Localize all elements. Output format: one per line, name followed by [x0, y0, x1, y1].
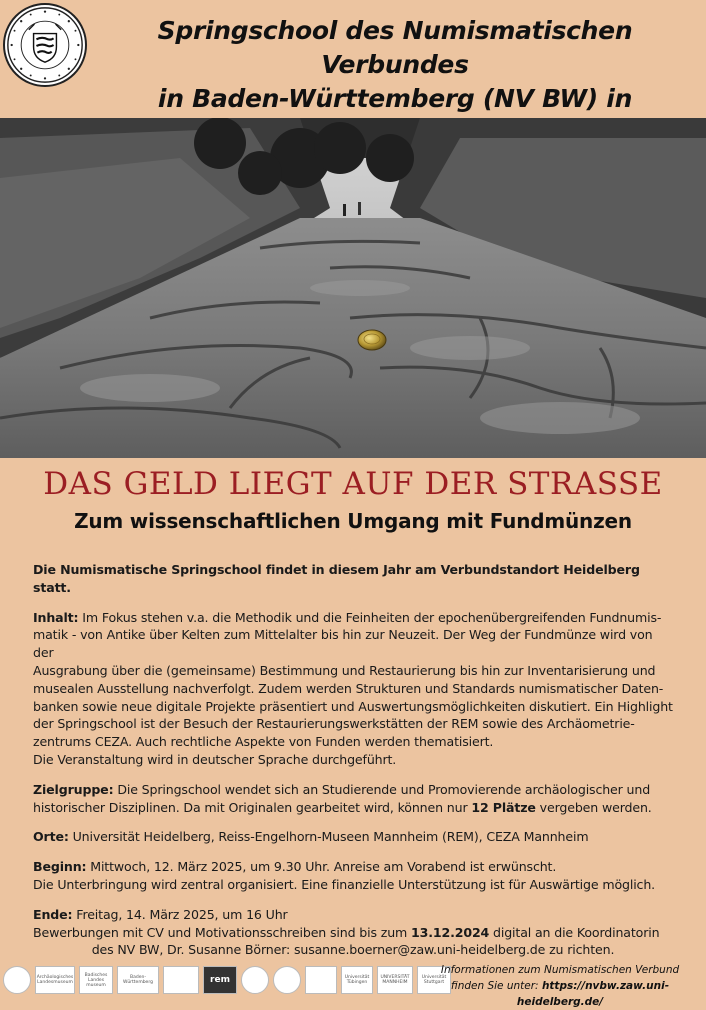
- beginn-paragraph: Beginn: Mittwoch, 12. März 2025, um 9.30 Uhr. Anreise am Vorabend ist erwünscht. Die Unterbringung wird zentral organisiert. Eine finanzielle Unterstützung ist für Auswärtige möglich.: [33, 859, 656, 892]
- landesmedienzentrum-logo: [163, 966, 199, 994]
- subheadline: Zum wissenschaftlichen Umgang mit Fundmünzen: [74, 509, 632, 533]
- inhalt-label: Inhalt:: [33, 609, 79, 625]
- orte-label: Orte:: [33, 829, 69, 845]
- inhalt-paragraph: Inhalt: Im Fokus stehen v.a. die Methodik und die Feinheiten der epochenübergreifenden Fundnumis- matik - von Antike über Kelten zum Mittelalter bis hin zur Neuzeit. Der Weg der Fundmünze wird von der Ausgrabung über die (gemeinsame) Bestimmung und Restaurierung bis hin zur Inventarisierung und musealen Ausstellung nachverfolgt. Zudem werden Strukturen und Standards numismatischer Daten- banken sowie neue digitale Projekte präsentiert und Auswertungsmöglichkeiten diskutiert. Ein Highlight der Springschool ist der Besuch der Restaurierungswerkstätten der REM sowie des Archäometrie- zentrums CEZA. Auch rechtliche Aspekte von Funden werden thematisiert. Die Veranstaltung wird in deutscher Sprache durchgeführt.: [33, 609, 673, 767]
- footer-info: Informationen zum Numismatischen Verbund finden Sie unter: https://nvbw.zaw.uni-heidelberg.de/: [440, 964, 680, 1008]
- nv-bw-seal-icon: [3, 3, 87, 87]
- ceza-logo: [241, 966, 269, 994]
- event-description: [33, 561, 673, 959]
- title-line-1: Springschool des Numismatischen Verbundes: [157, 16, 633, 79]
- baden-wuerttemberg-logo: Baden-Württemberg: [117, 966, 159, 994]
- roman-road-photo: [0, 118, 706, 458]
- title-line-2: in Baden-Württemberg (NV BW) in: [157, 84, 633, 113]
- contact-line: des NV BW, Dr. Susanne Börner: susanne.boerner@zaw.uni-heidelberg.de zu richten.: [91, 942, 615, 958]
- headline: DAS GELD LIEGT AUF DER STRASSE: [43, 466, 663, 502]
- website-link[interactable]: https://nvbw.zaw.uni-heidelberg.de/: [516, 980, 670, 1008]
- museum-logo: [305, 966, 337, 994]
- deadline-date: 13.12.2024: [411, 924, 490, 940]
- badisches-landesmuseum-logo: Badisches Landes museum: [79, 966, 113, 994]
- universitaet-tuebingen-logo: Universität Tübingen: [341, 966, 373, 994]
- footer: [0, 960, 706, 1008]
- universitaet-stuttgart-logo: Universität Stuttgart: [417, 966, 451, 994]
- ende-label: Ende:: [33, 906, 73, 922]
- partner-logos: [3, 966, 451, 994]
- universitaet-mannheim-logo: UNIVERSITÄT MANNHEIM: [377, 966, 413, 994]
- intro-paragraph: Die Numismatische Springschool findet in diesem Jahr am Verbundstandort Heidelberg statt.: [33, 562, 640, 595]
- rem-logo: rem: [203, 966, 237, 994]
- university-seal-logo: [273, 966, 301, 994]
- zielgruppe-label: Zielgruppe:: [33, 781, 114, 797]
- orte-paragraph: Orte: Universität Heidelberg, Reiss-Engelhorn-Museen Mannheim (REM), CEZA Mannheim: [33, 829, 589, 845]
- header: [0, 0, 706, 118]
- landesmuseum-logo: Archäologisches Landesmuseum: [35, 966, 75, 994]
- nv-bw-seal-logo: [3, 966, 31, 994]
- beginn-label: Beginn:: [33, 859, 87, 875]
- ende-paragraph: Ende: Freitag, 14. März 2025, um 16 Uhr Bewerbungen mit CV und Motivationsschreiben sind bis zum 13.12.2024 digital an die Koordinatorin des NV BW, Dr. Susanne Börner: susanne.boerner@zaw.uni-heidelberg.de zu richten.: [33, 906, 673, 959]
- zielgruppe-paragraph: Zielgruppe: Die Springschool wendet sich an Studierende und Promovierende archäologischer und historischer Disziplinen. Da mit Originalen gearbeitet wird, können nur 12 Plätze vergeben werden.: [33, 781, 652, 815]
